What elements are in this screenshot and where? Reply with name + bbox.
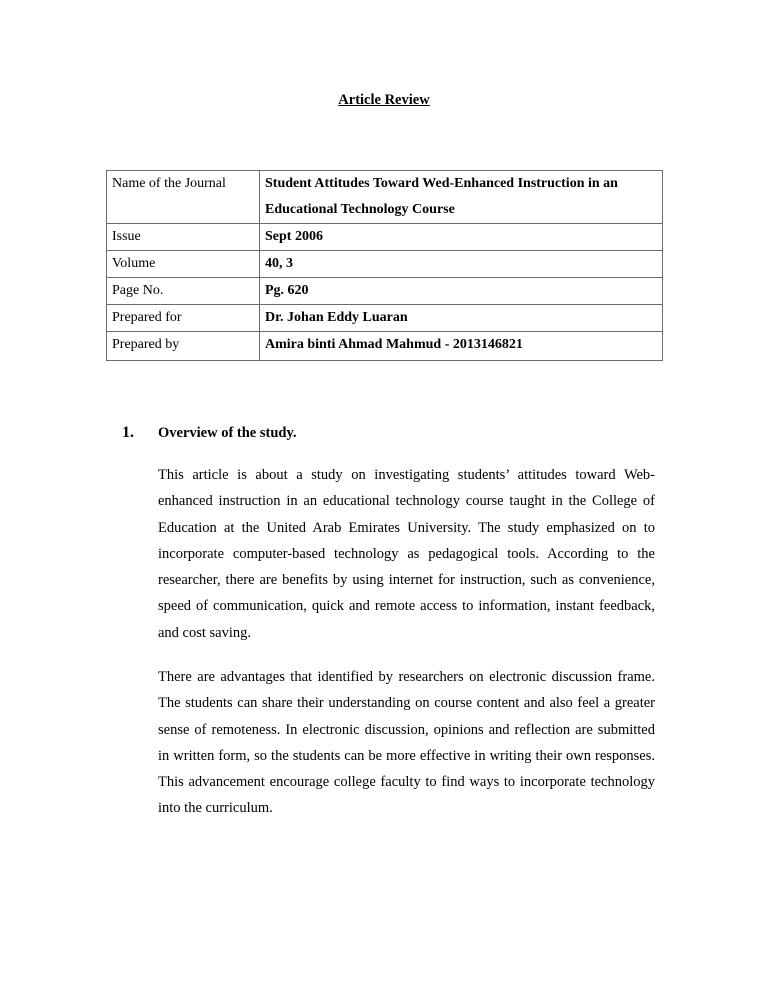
row-label: Name of the Journal	[107, 171, 260, 224]
row-value: 40, 3	[260, 251, 663, 278]
row-label: Prepared for	[107, 305, 260, 332]
table-row	[107, 305, 663, 332]
section-number: 1.	[122, 424, 134, 441]
section-heading-text: Overview of the study.	[158, 425, 297, 441]
row-label: Issue	[107, 224, 260, 251]
table-row	[107, 332, 663, 361]
section-heading	[122, 424, 297, 442]
row-value: Student Attitudes Toward Wed-Enhanced Instruction in an Educational Technology Course	[260, 171, 663, 224]
table-row	[107, 224, 663, 251]
table-row	[107, 278, 663, 305]
row-label: Prepared by	[107, 332, 260, 361]
row-label: Page No.	[107, 278, 260, 305]
row-value: Sept 2006	[260, 224, 663, 251]
page-title: Article Review	[338, 92, 430, 108]
paragraph: This article is about a study on investigating students’ attitudes toward Web-enhanced instruction in an educational technology course taught in the College of Education at the United Arab Emirates University. The study emphasized on to incorporate computer-based technology as pedagogical tools. According to the researcher, there are benefits by using internet for instruction, such as convenience, speed of communication, quick and remote access to information, instant feedback, and cost saving.	[158, 467, 655, 641]
table-row	[107, 251, 663, 278]
row-value: Dr. Johan Eddy Luaran	[260, 305, 663, 332]
row-value: Amira binti Ahmad Mahmud - 2013146821	[260, 332, 663, 361]
paragraph: There are advantages that identified by researchers on electronic discussion frame. The students can share their understanding on course content and also feel a greater sense of remoteness. In electronic discussion, opinions and reflection are submitted in written form, so the students can be more effective in writing their own responses. This advancement encourage college faculty to find ways to incorporate technology into the curriculum.	[158, 669, 655, 817]
row-label: Volume	[107, 251, 260, 278]
table-row	[107, 171, 663, 224]
row-value: Pg. 620	[260, 278, 663, 305]
article-info-table	[106, 170, 663, 361]
